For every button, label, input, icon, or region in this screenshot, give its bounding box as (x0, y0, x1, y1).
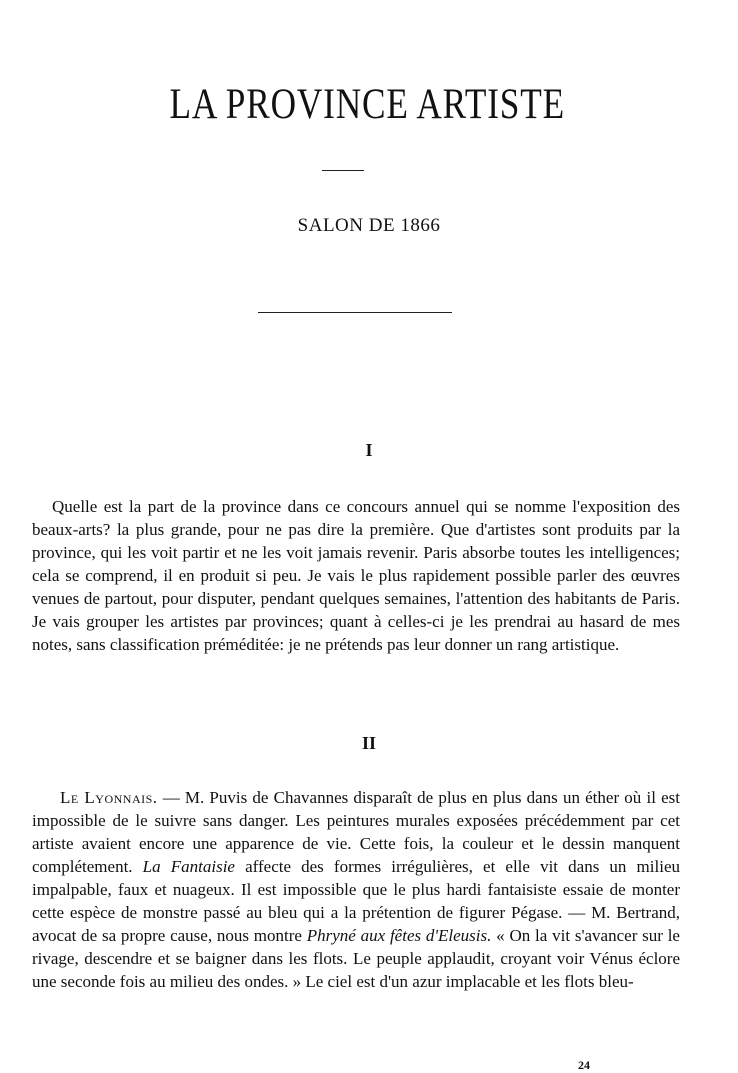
document-subtitle: SALON DE 1866 (297, 215, 441, 236)
paragraph-text-part-3: « On la vit s'avancer sur le rivage, descendre et se baigner dans les flots. Le peuple applaudit, croyant voir Vénus éclore une seconde fois au milieu des ondes. » Le ciel est d'un azur implacable et les flots bleu- (32, 926, 680, 991)
subtitle-divider (258, 312, 452, 313)
artwork-title-la-fantaisie: La Fantaisie (142, 857, 235, 876)
section-2-paragraph (32, 786, 680, 993)
section-number-2: II (361, 733, 376, 753)
paragraph-text-part-2: affecte des formes irrégulières, et elle vit dans un milieu impalpable, faux et nuageux. Il est impossible que le plus hardi fantaisiste essaie de monter cette espèce de monstre passé au bleu qui a la prétention de figurer Pégase. — M. Bertrand, avocat de sa propre cause, nous montre (32, 857, 680, 945)
section-number-1: I (365, 440, 373, 460)
artwork-title-phryne: Phryné aux fêtes d'Eleusis. (306, 926, 492, 945)
page-number: 24 (578, 1058, 590, 1072)
paragraph-text-part-1: — M. Puvis de Chavannes disparaît de plus en plus dans un éther où il est impossible de le suivre sans danger. Les peintures murales exposées précédemment par cet artiste avaient encore une apparence de vie. Cette fois, la couleur et le dessin manquent complétement. (32, 788, 680, 876)
document-title: LA PROVINCE ARTISTE (169, 81, 565, 128)
section-1-paragraph: Quelle est la part de la province dans ce concours annuel qui se nomme l'exposition des beaux-arts? la plus grande, pour ne pas dire la première. Que d'artistes sont produits par la province, qui les voit partir et ne les voit jamais revenir. Paris absorbe toutes les intelligences; cela se comprend, il en produit si peu. Je vais le plus rapidement possible parler des œuvres venues de partout, pour disputer, pendant quelques semaines, l'attention des habitants de Paris. Je vais grouper les artistes par provinces; quant à celles-ci je les prendrai au hasard de mes notes, sans classification préméditée: je ne prétends pas leur donner un rang artistique. (32, 497, 680, 654)
region-heading: Le Lyonnais. (60, 788, 158, 807)
title-divider (322, 170, 364, 171)
